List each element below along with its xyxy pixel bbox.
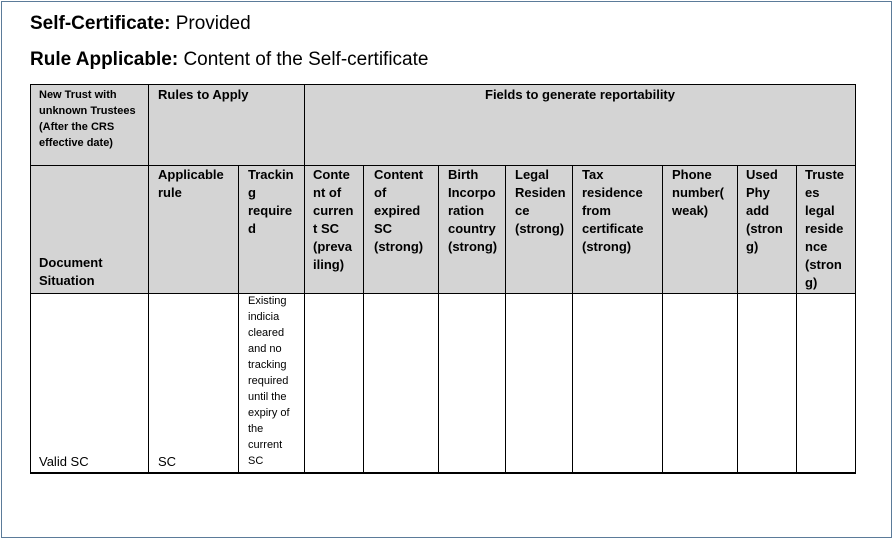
subheader-legal-residence: Legal Residen ce (strong) bbox=[506, 166, 572, 293]
subheader-phone-number: Phone number( weak) bbox=[663, 166, 737, 293]
grid-line bbox=[855, 84, 856, 474]
cell-document-situation: Valid SC bbox=[39, 454, 89, 469]
subheader-tracking-required: Trackin g require d bbox=[239, 166, 304, 293]
grid-line bbox=[363, 165, 364, 474]
grid-line bbox=[662, 165, 663, 474]
cell-legal-residence bbox=[506, 293, 572, 473]
grid-line bbox=[30, 472, 856, 474]
rule-applicable-line bbox=[30, 49, 428, 71]
self-certificate-line bbox=[30, 13, 251, 35]
header-cell-fields: Fields to generate reportability bbox=[305, 85, 855, 165]
cell-used-phy-add bbox=[738, 293, 796, 473]
cell-phone-number bbox=[663, 293, 737, 473]
grid-line bbox=[148, 84, 149, 474]
subheader-trustees-legal-residence: Truste es legal reside nce (stron g) bbox=[797, 166, 855, 293]
self-certificate-value: Provided bbox=[175, 13, 251, 34]
cell-tax-residence bbox=[573, 293, 662, 473]
rule-applicable-label: Rule Applicable: bbox=[30, 49, 179, 70]
cell-applicable-rule: SC bbox=[158, 454, 177, 469]
subheader-used-phy-add: Used Phy add (stron g) bbox=[738, 166, 796, 293]
subheader-content-expired-sc: Content of expired SC (strong) bbox=[364, 166, 438, 293]
subheader-document-situation: Document Situation bbox=[31, 166, 148, 293]
cell-content-expired-sc bbox=[364, 293, 438, 473]
grid-line bbox=[30, 84, 856, 85]
cell-content-current-sc bbox=[305, 293, 363, 473]
grid-line bbox=[572, 165, 573, 474]
cell-trustees-legal-residence bbox=[797, 293, 855, 473]
cell-tracking-required: Existing indicia cleared and no tracking required until the expiry of the current SC bbox=[248, 295, 290, 467]
grid-line bbox=[30, 84, 31, 474]
grid-line bbox=[737, 165, 738, 474]
self-certificate-label: Self-Certificate: bbox=[30, 13, 171, 34]
subheader-tax-residence: Tax residence from certificate (strong) bbox=[573, 166, 662, 293]
grid-line bbox=[796, 165, 797, 474]
grid-line bbox=[30, 165, 856, 166]
grid-line bbox=[438, 165, 439, 474]
grid-line bbox=[304, 84, 305, 474]
subheader-content-current-sc: Conte nt of curren t SC (preva iling) bbox=[305, 166, 363, 293]
rule-applicable-value: Content of the Self-certificate bbox=[183, 49, 429, 70]
header-cell-trust: New Trust with unknown Trustees (After the CRS effective date) bbox=[31, 85, 148, 165]
grid-line bbox=[505, 165, 506, 474]
header-cell-rules: Rules to Apply bbox=[149, 85, 304, 165]
cell-birth-incorporation-country bbox=[439, 293, 505, 473]
subheader-applicable-rule: Applicable rule bbox=[149, 166, 238, 293]
subheader-birth-incorporation-country: Birth Incorpo ration country (strong) bbox=[439, 166, 505, 293]
grid-line bbox=[238, 165, 239, 474]
grid-line bbox=[30, 293, 856, 294]
